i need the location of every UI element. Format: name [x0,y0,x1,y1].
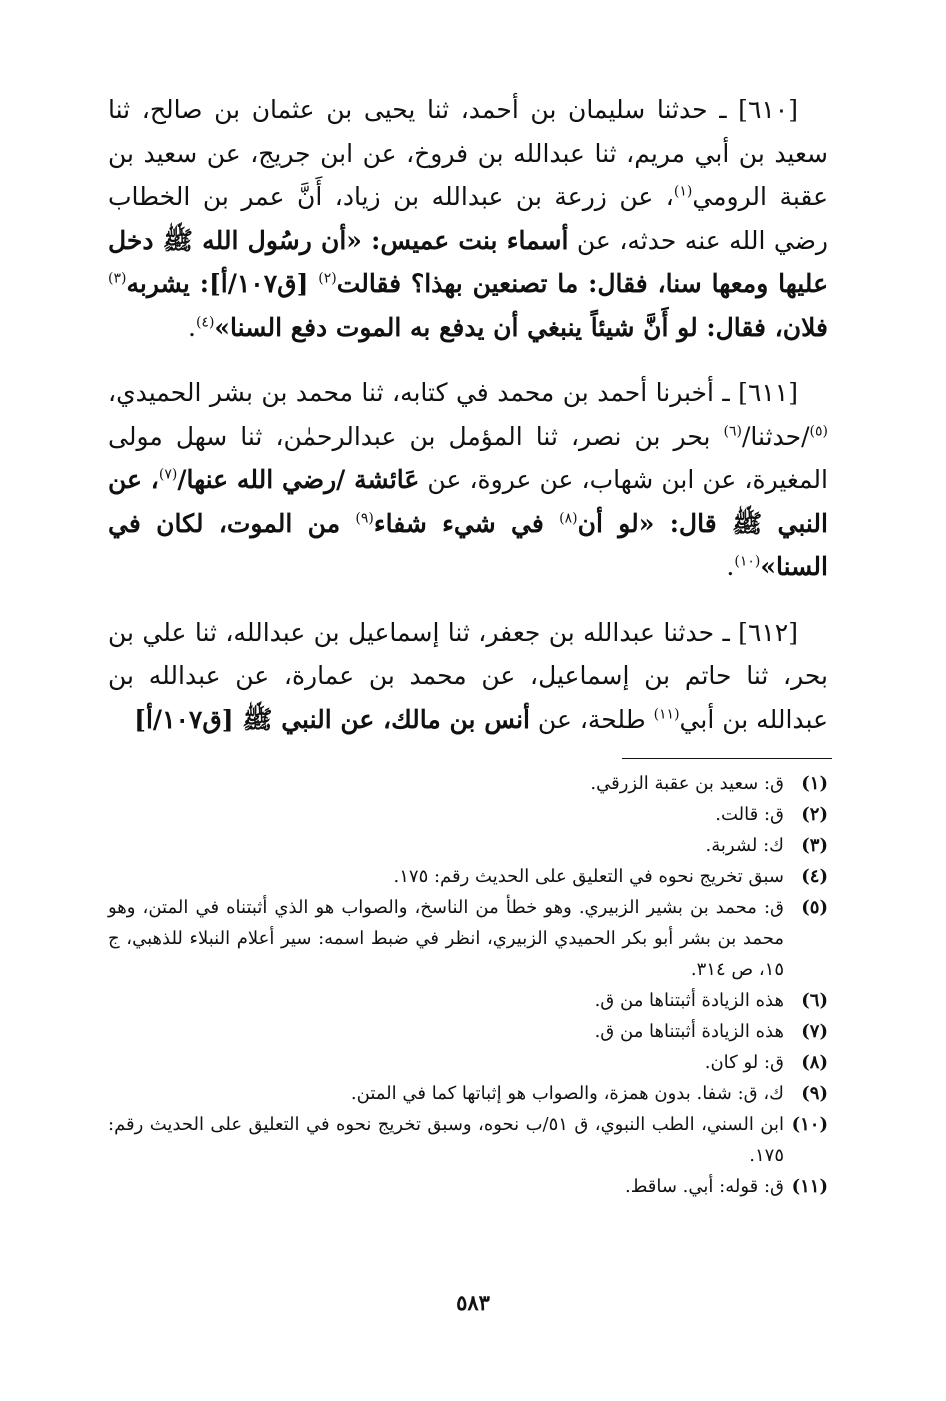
footnote-ref-3: (٣) [108,270,127,287]
footnote-ref-1: (١) [673,183,693,200]
hadith-612 [108,611,828,742]
hadith-610-matn-cont: [ق١٠٧/أ]: يشربه [126,269,319,298]
footnote-text: ابن السني، الطب النبوي، ق ٥١/ب نحوه، وسبق تخريج نحوه في التعليق على الحديث رقم: ١٧٥. [108,1114,784,1166]
footnote-ref-11: (١١) [653,706,680,723]
footnote-number: (٧) [801,1021,828,1042]
footnote-6 [108,985,828,1016]
footnote-5 [108,892,828,985]
footnote-text: ق: قوله: أبي. ساقط. [624,1176,784,1197]
footnote-ref-7: (٧) [158,466,178,483]
hadith-611-period: . [726,552,735,581]
footnote-2 [108,799,828,830]
footnote-number: (٣) [801,835,828,856]
page-number: ٥٨٣ [456,1290,490,1315]
footnote-number: (٩) [801,1083,828,1104]
footnote-separator [622,758,832,759]
hadith-611-addition: /حدثنا/ [741,421,810,451]
footnote-number: (٦) [801,990,828,1011]
footnote-ref-4: (٤) [195,314,215,331]
hadith-610-matn-end: فلان، فقال: لو أَنَّ شيئاً ينبغي أن يدفع به الموت دفع السنا» [214,312,828,342]
footnote-number: (٤) [801,866,828,887]
hadith-611-matn-cont: في شيء شفاء [373,508,560,538]
footnote-number: (١٠) [791,1114,828,1135]
footnote-8 [108,1047,828,1078]
footnote-ref-9: (٩) [355,510,374,527]
footnote-ref-2: (٢) [318,270,337,287]
footnote-text: ك: لشربة. [705,835,784,856]
hadith-612-narrator: أنس بن مالك، عن النبي ﷺ [ق١٠٧/أ] [134,704,530,734]
footnote-number: (٥) [801,897,828,918]
footnote-3 [108,830,828,861]
hadith-610-period: . [187,312,196,342]
footnote-7 [108,1016,828,1047]
hadith-610-matn: أسماء بنت عميس: «أن رسُول الله ﷺ دخل عليها ومعها سنا، فقال: ما تصنعين بهذا؟ فقالت [108,225,828,298]
footnote-text: هذه الزيادة أثبتناها من ق. [594,1021,784,1042]
footnote-text: ق: سعيد بن عقبة الزرقي. [590,773,784,794]
hadith-611-matn-end: من الموت، لكان في السنا» [108,508,828,581]
footnote-1 [108,768,828,799]
hadith-611-matn: ، عن النبي ﷺ قال: «لو أن [108,465,828,538]
footnote-ref-8: (٨) [559,510,578,527]
footnote-ref-6: (٦) [723,423,742,440]
hadith-610-isnad: [٦١٠] ـ حدثنا سليمان بن أحمد، ثنا يحيى بن عثمان بن صالح، ثنا سعيد بن أبي مريم، ثنا عبدالله بن فروخ، عن ابن جريج، عن سعيد بن عقبة الرومي [108,95,828,211]
footnote-10 [108,1109,828,1171]
hadith-612-isnad-cont: طلحة، عن [529,704,654,734]
hadith-610 [108,88,828,349]
hadith-611-narrator: عَائشة /رضي الله عنها/ [177,465,420,494]
footnote-text: سبق تخريج نحوه في التعليق على الحديث رقم: ١٧٥. [393,866,784,887]
footnote-text: ق: قالت. [715,804,784,825]
footnotes [108,768,828,1202]
hadith-611 [108,371,828,589]
footnote-4 [108,861,828,892]
footnote-text: ك، ق: شفا. بدون همزة، والصواب هو إثباتها كما في المتن. [350,1083,784,1104]
main-text [108,88,828,763]
footnote-number: (١) [801,773,828,794]
footnote-9 [108,1078,828,1109]
hadith-610-isnad-cont: ، عن زرعة بن عبدالله بن زياد، أَنَّ عمر بن الخطاب رضي الله عنه حدثه، عن [108,182,829,255]
footnote-text: ق: محمد بن بشير الزبيري. وهو خطأ من الناسخ، والصواب هو الذي أثبتناه في المتن، وهو محمد بن بشر أبو بكر الحميدي الزبيري، انظر في ضبط اسمه: سير أعلام النبلاء للذهبي، ج ١٥، ص ٣١٤. [108,897,785,980]
footnote-ref-10: (١٠) [734,553,761,570]
footnote-number: (٢) [801,804,828,825]
hadith-612-isnad: [٦١٢] ـ حدثنا عبدالله بن جعفر، ثنا إسماعيل بن عبدالله، ثنا علي بن بحر، ثنا حاتم بن إسماعيل، عن محمد بن عمارة، عن عبدالله بن عبدالله بن أبي [108,617,828,734]
footnote-11 [108,1171,828,1202]
hadith-611-isnad-cont: بحر بن نصر، ثنا المؤمل بن عبدالرحمٰن، ثنا سهل مولى المغيرة، عن ابن شهاب، عن عروة، عن [108,421,828,494]
footnote-number: (٨) [801,1052,828,1073]
footnote-text: ق: لو كان. [704,1052,784,1073]
footnote-text: هذه الزيادة أثبتناها من ق. [594,990,784,1011]
footnote-number: (١١) [791,1176,828,1197]
footnote-ref-5: (٥) [809,423,828,440]
hadith-611-isnad: [٦١١] ـ أخبرنا أحمد بن محمد في كتابه، ثنا محمد بن بشر الحميدي، [108,378,798,407]
